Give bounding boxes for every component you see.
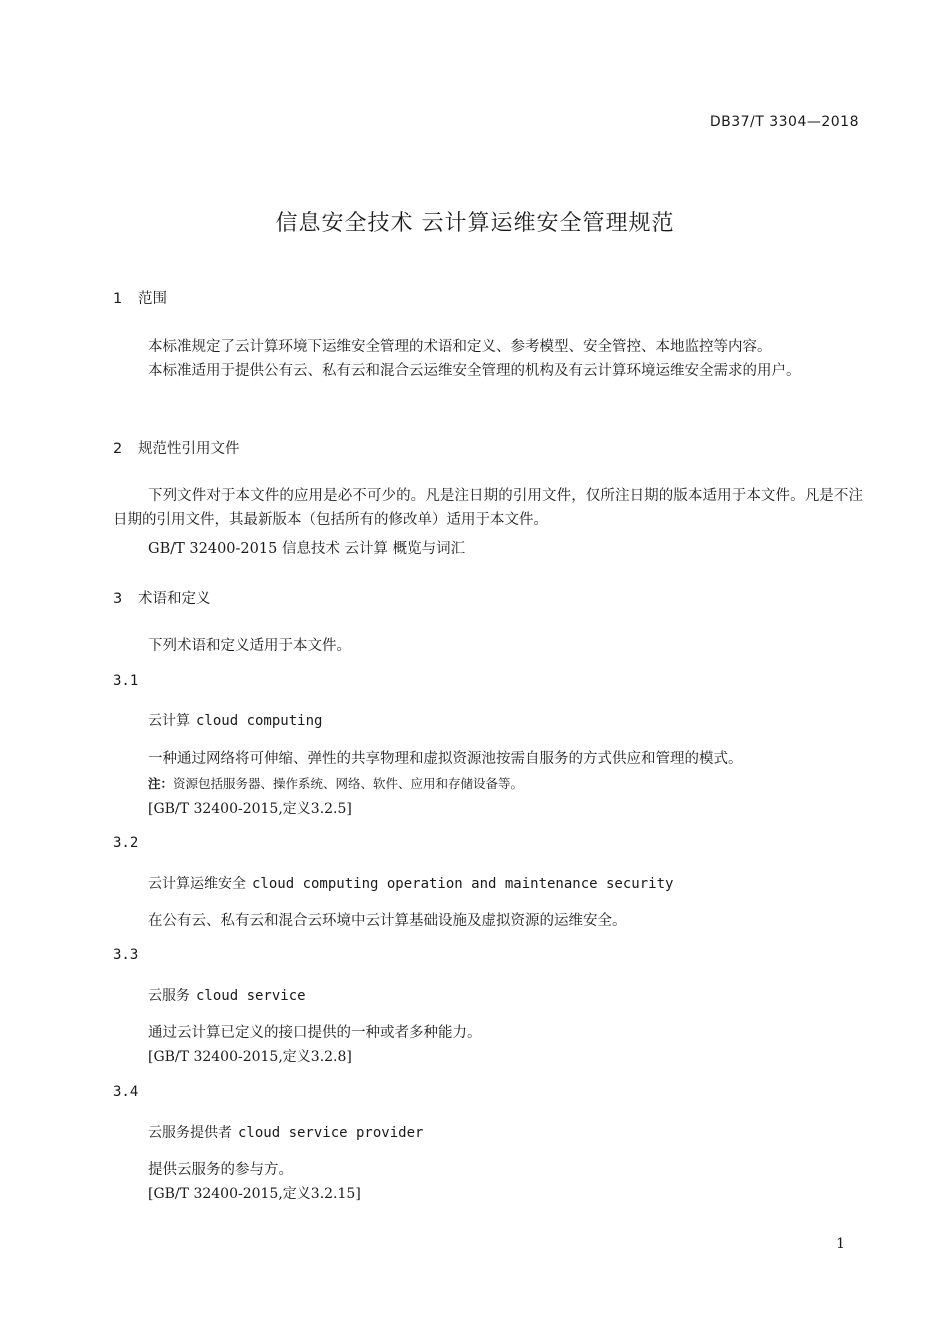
term-en: cloud service provider	[238, 1125, 424, 1141]
term-definition: 一种通过网络将可伸缩、弹性的共享物理和虚拟资源池按需自服务的方式供应和管理的模式。	[148, 751, 743, 767]
term-source: [GB/T 32400-2015,定义3.2.5]	[148, 801, 352, 817]
paragraph: 下列文件对于本文件的应用是必不可少的。凡是注日期的引用文件，仅所注日期的版本适用于本文件。凡是不注日期的引用文件，其最新版本（包括所有的修改单）适用于本文件。	[113, 488, 863, 528]
page-number: 1	[836, 1236, 845, 1252]
paragraph: 本标准规定了云计算环境下运维安全管理的术语和定义、参考模型、安全管控、本地监控等内容。	[148, 339, 772, 355]
section-title: 范围	[138, 291, 167, 307]
term-number: 3.2	[113, 835, 139, 851]
normative-reference: GB/T 32400-2015 信息技术 云计算 概览与词汇	[148, 541, 466, 557]
document-title: 信息安全技术 云计算运维安全管理规范	[275, 211, 675, 236]
section-number: 2	[113, 441, 123, 457]
term-number: 3.4	[113, 1084, 139, 1100]
section-title: 术语和定义	[138, 591, 211, 607]
term-number: 3.3	[113, 947, 139, 963]
term-en: cloud service	[196, 988, 306, 1004]
term-name	[148, 710, 322, 730]
section-heading-1	[113, 287, 167, 308]
term-en: cloud computing operation and maintenance security	[252, 876, 674, 892]
term-zh: 云服务	[148, 988, 190, 1004]
document-code: DB37/T 3304—2018	[709, 114, 859, 130]
section-heading-2	[113, 437, 240, 458]
term-source: [GB/T 32400-2015,定义3.2.8]	[148, 1049, 352, 1065]
term-name	[148, 873, 673, 893]
term-source: [GB/T 32400-2015,定义3.2.15]	[148, 1186, 361, 1202]
term-zh: 云计算运维安全	[148, 876, 246, 892]
term-definition: 通过云计算已定义的接口提供的一种或者多种能力。	[148, 1025, 482, 1041]
term-note	[148, 774, 523, 792]
paragraph: 本标准适用于提供公有云、私有云和混合云运维安全管理的机构及有云计算环境运维安全需求的用户。	[148, 363, 801, 379]
note-text: 资源包括服务器、操作系统、网络、软件、应用和存储设备等。	[173, 776, 524, 791]
term-name	[148, 1122, 423, 1142]
note-label: 注：	[148, 776, 174, 791]
term-definition: 在公有云、私有云和混合云环境中云计算基础设施及虚拟资源的运维安全。	[148, 913, 627, 929]
term-number: 3.1	[113, 673, 139, 689]
section-number: 3	[113, 591, 123, 607]
term-zh: 云服务提供者	[148, 1125, 232, 1141]
term-en: cloud computing	[196, 713, 323, 729]
term-zh: 云计算	[148, 713, 190, 729]
paragraph: 下列术语和定义适用于本文件。	[148, 638, 351, 654]
section-heading-3	[113, 587, 211, 608]
section-title: 规范性引用文件	[138, 441, 240, 457]
section-number: 1	[113, 291, 123, 307]
term-name	[148, 985, 306, 1005]
term-definition: 提供云服务的参与方。	[148, 1162, 293, 1178]
